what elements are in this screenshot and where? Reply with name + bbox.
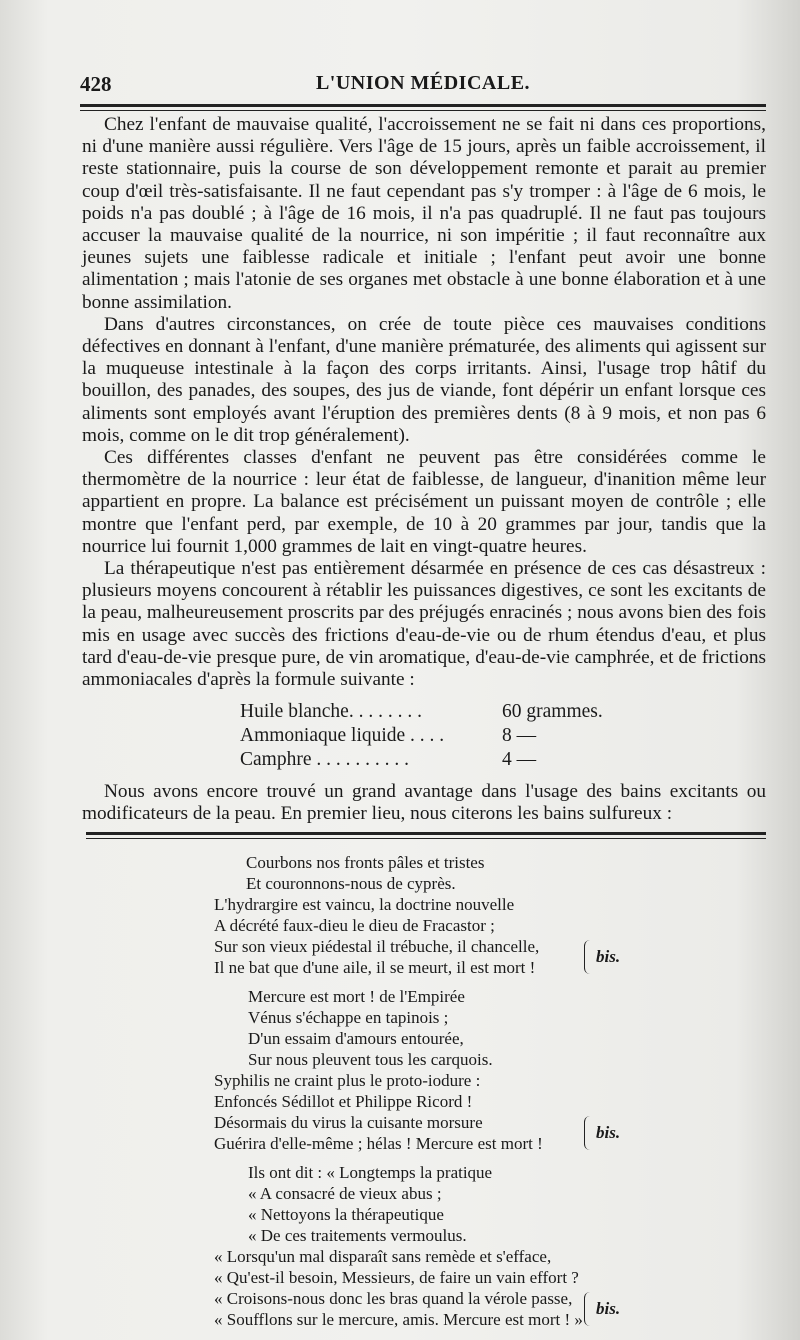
paragraph: La thérapeutique n'est pas entièrement désarmée en présence de ces cas désastreux : plusieurs moyens concourent à rétablir les puissances digestives, ce sont les excitants de la peau, malheureusement proscrits par des préjugés enracinés ; nous avons bien des fois mis en usage avec succès des frictions d'eau-de-vie ou de rhum étendus d'eau, et plus tard d'eau-de-vie presque pure, de vin aromatique, d'eau-de-vie camphrée, et de frictions ammoniacales d'après la formule suivante :	[82, 558, 766, 691]
poem-line: « Nettoyons la thérapeutique	[248, 1205, 444, 1224]
poem-line: D'un essaim d'amours entourée,	[248, 1029, 464, 1048]
poem-line: Vénus s'échappe en tapinois ;	[248, 1008, 449, 1027]
brace-mark	[584, 1292, 593, 1326]
formula-row	[82, 749, 766, 773]
formula-quantity: 60 grammes.	[502, 701, 603, 723]
poem-line: Ils ont dit : « Longtemps la pratique	[248, 1163, 493, 1182]
page-header	[80, 72, 766, 102]
poem-line: Courbons nos fronts pâles et tristes	[246, 853, 485, 872]
formula-table	[82, 701, 766, 773]
page-number: 428	[80, 72, 112, 96]
poem-stanza	[214, 852, 760, 978]
bis-group	[214, 936, 760, 978]
poem-line: « Qu'est-il besoin, Messieurs, de faire un vain effort ?	[214, 1268, 579, 1287]
poem-line: Mercure est mort ! de l'Empirée	[248, 987, 465, 1006]
header-rule	[80, 104, 766, 111]
poem-line: « A consacré de vieux abus ;	[248, 1184, 442, 1203]
poem-line: Guérira d'elle-même ; hélas ! Mercure est mort !	[214, 1134, 543, 1153]
poem-line: « Croisons-nous donc les bras quand la vérole passe,	[214, 1289, 573, 1308]
formula-ingredient: Camphre . . . . . . . . . .	[240, 749, 409, 771]
brace-mark	[584, 1116, 593, 1150]
bis-label: bis.	[596, 1123, 621, 1142]
formula-ingredient: Huile blanche. . . . . . . .	[240, 701, 422, 723]
poem-line: Et couronnons-nous de cyprès.	[246, 874, 456, 893]
formula-quantity: 4 —	[502, 749, 537, 771]
article-body	[82, 114, 766, 826]
paragraph: Dans d'autres circonstances, on crée de toute pièce ces mauvaises conditions défectives en donnant à l'enfant, d'une manière prématurée, des aliments qui agissent sur la muqueuse intestinale à la façon des corps irritants. Ainsi, l'usage trop hâtif du bouillon, des panades, des soupes, des jus de viande, font dépérir un enfant lorsque ces aliments sont employés avant l'éruption des premières dents (8 à 9 mois, et non pas 6 mois, comme on le dit trop généralement).	[82, 313, 766, 446]
formula-ingredient: Ammoniaque liquide . . . .	[240, 725, 445, 747]
section-rule	[86, 832, 766, 839]
poem-line: Syphilis ne craint plus le proto-iodure :	[214, 1071, 481, 1090]
formula-row	[82, 701, 766, 725]
brace-mark	[584, 940, 593, 974]
poem-line: « Soufflons sur le mercure, amis. Mercure est mort ! »	[214, 1310, 583, 1329]
paragraph: Nous avons encore trouvé un grand avantage dans l'usage des bains excitants ou modificateurs de la peau. En premier lieu, nous citerons les bains sulfureux :	[82, 781, 766, 825]
paragraph: Ces différentes classes d'enfant ne peuvent pas être considérées comme le thermomètre de la nourrice : leur état de faiblesse, de langueur, d'inanition même leur appartient en propre. La balance est précisément un puissant moyen de contrôle ; elle montre que l'enfant perd, par exemple, de 10 à 20 grammes par jour, tandis que la nourrice lui fournit 1,000 grammes de lait en vingt-quatre heures.	[82, 447, 766, 557]
poem-line: A décrété faux-dieu le dieu de Fracastor ;	[214, 916, 495, 935]
poem-line: L'hydrargire est vaincu, la doctrine nouvelle	[214, 895, 515, 914]
bis-group	[214, 1288, 760, 1330]
bis-group	[214, 1112, 760, 1154]
paragraph: Chez l'enfant de mauvaise qualité, l'accroissement ne se fait ni dans ces proportions, ni d'une manière aussi régulière. Vers l'âge de 15 jours, après un faible accroissement, il reste stationnaire, puis la course de son développement remonte et parait au premier coup d'œil très-satisfaisante. Il ne faut cependant pas s'y tromper : à l'âge de 6 mois, le poids n'a pas doublé ; à l'âge de 16 mois, il n'a pas quadruplé. Il ne faut pas toujours accuser la mauvaise qualité de la nourrice, ni son impéritie ; il faut reconnaître aux jeunes sujets une faiblesse radicale et initiale ; l'enfant peut avoir une bonne alimentation ; mais l'atonie de ses organes met obstacle à une bonne élaboration et à une bonne assimilation.	[82, 114, 766, 313]
poem-line: « De ces traitements vermoulus.	[248, 1226, 467, 1245]
bis-label: bis.	[596, 1299, 621, 1318]
bis-label: bis.	[596, 947, 621, 966]
poem-line: Sur nous pleuvent tous les carquois.	[248, 1050, 493, 1069]
formula-row	[82, 725, 766, 749]
poem-line: Enfoncés Sédillot et Philippe Ricord !	[214, 1092, 473, 1111]
poem-line: Sur son vieux piédestal il trébuche, il chancelle,	[214, 937, 540, 956]
poem-line: Il ne bat que d'une aile, il se meurt, il est mort !	[214, 958, 536, 977]
poem-stanza	[214, 1162, 760, 1330]
poem	[214, 852, 760, 1338]
poem-line: Désormais du virus la cuisante morsure	[214, 1113, 483, 1132]
running-head: L'UNION MÉDICALE.	[315, 72, 531, 94]
poem-line: « Lorsqu'un mal disparaît sans remède et s'efface,	[214, 1247, 552, 1266]
formula-quantity: 8 —	[502, 725, 537, 747]
poem-stanza	[214, 986, 760, 1154]
